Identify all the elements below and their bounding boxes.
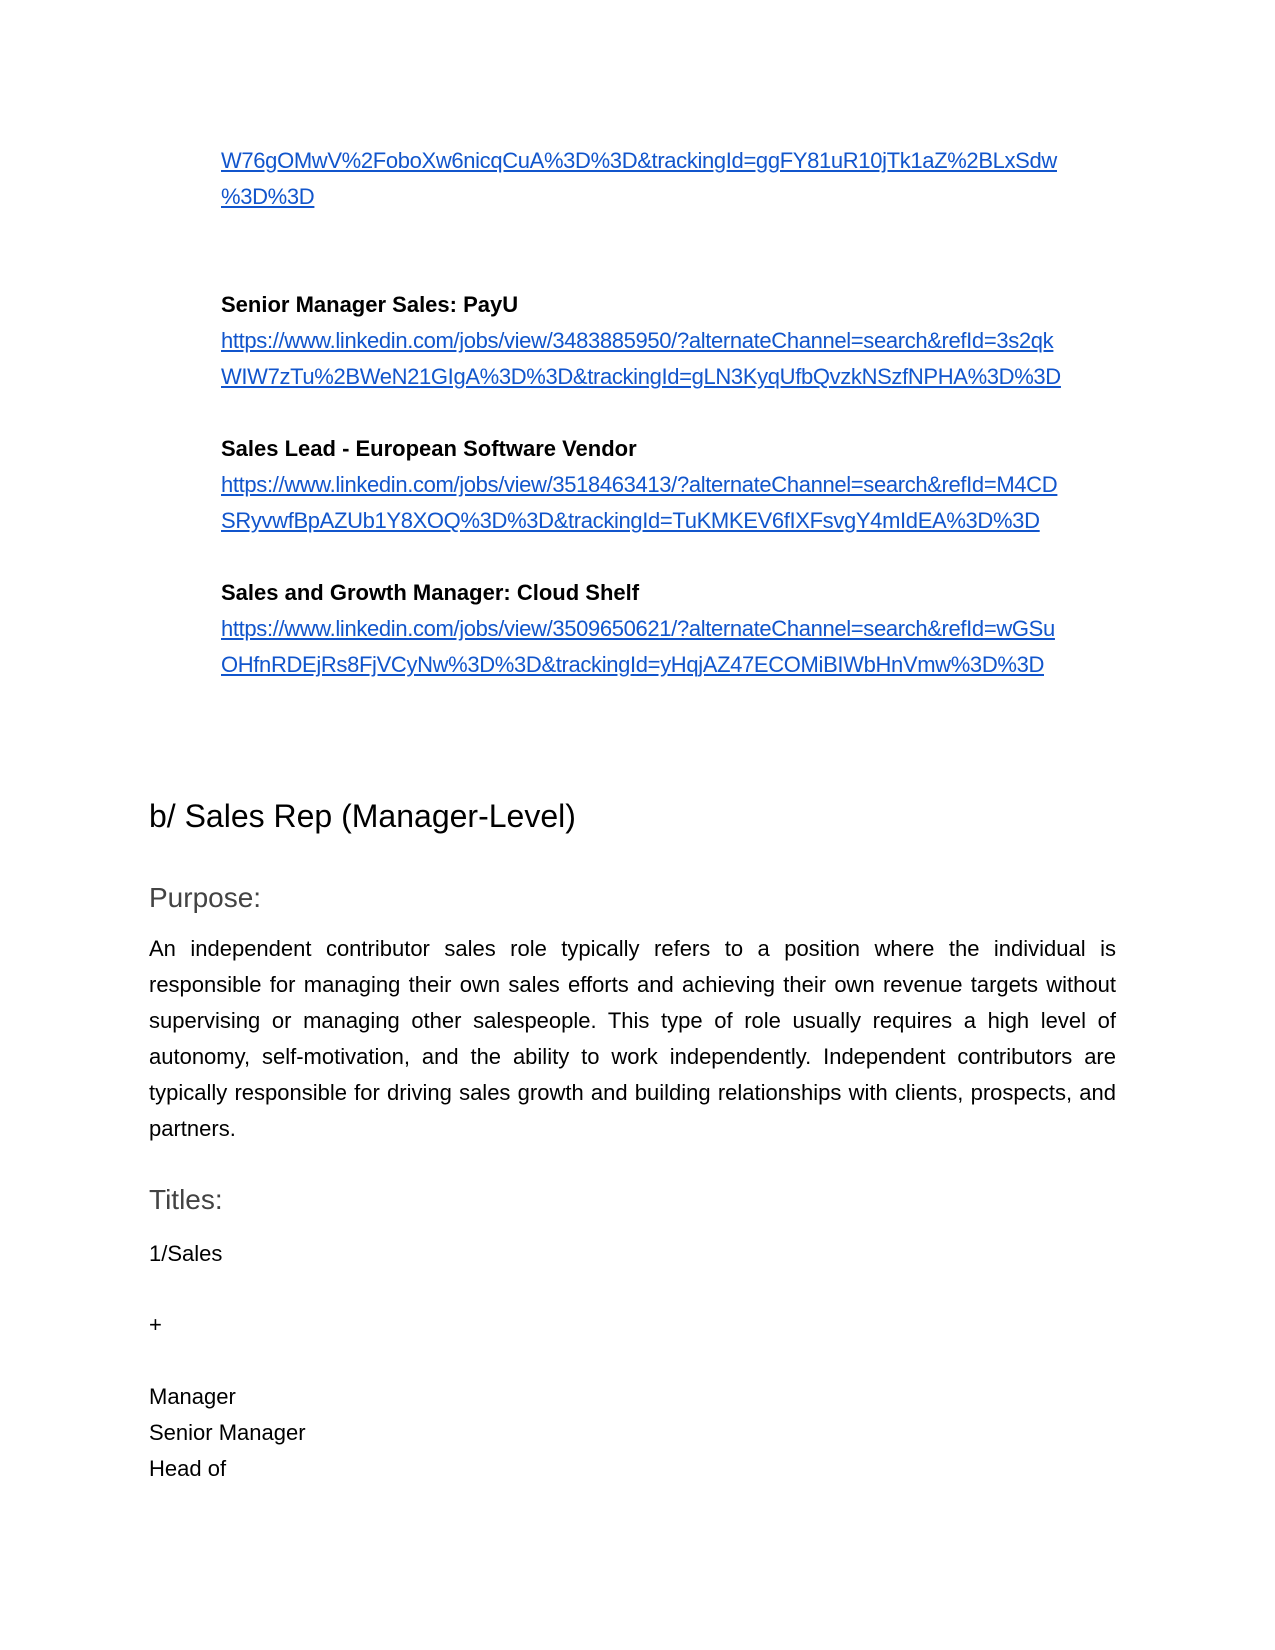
job-link[interactable] (221, 467, 1121, 539)
titles-heading: Titles: (149, 1184, 223, 1215)
link-line: SRyvwfBpAZUb1Y8XOQ%3D%3D&trackingId=TuKMKEV6fIXFsvgY4mIdEA%3D%3D (221, 508, 1040, 533)
title-level: Head of (149, 1456, 227, 1481)
job-title: Sales Lead - European Software Vendor (221, 436, 637, 461)
continued-job-link[interactable] (221, 143, 1121, 215)
continued-link-block (221, 143, 1121, 215)
link-line: W76gOMwV%2FoboXw6nicqCuA%3D%3D&trackingId=ggFY81uR10jTk1aZ%2BLxSdw (221, 148, 1057, 173)
title-level: Manager (149, 1384, 236, 1409)
job-link[interactable] (221, 323, 1121, 395)
plus-sign: + (149, 1312, 162, 1337)
job-link[interactable] (221, 611, 1121, 683)
link-line: WIW7zTu%2BWeN21GIgA%3D%3D&trackingId=gLN3KyqUfbQvzkNSzfNPHA%3D%3D (221, 364, 1061, 389)
link-line: https://www.linkedin.com/jobs/view/3518463413/?alternateChannel=search&refId=M4CD (221, 472, 1058, 497)
link-line: https://www.linkedin.com/jobs/view/3483885950/?alternateChannel=search&refId=3s2qk (221, 328, 1054, 353)
link-line: %3D%3D (221, 184, 315, 209)
title-level: Senior Manager (149, 1420, 306, 1445)
job-title: Sales and Growth Manager: Cloud Shelf (221, 580, 640, 605)
section-heading: b/ Sales Rep (Manager-Level) (149, 798, 576, 834)
link-line: https://www.linkedin.com/jobs/view/3509650621/?alternateChannel=search&refId=wGSu (221, 616, 1055, 641)
titles-prefix: 1/Sales (149, 1241, 223, 1266)
job-entry (221, 431, 1121, 539)
purpose-paragraph: An independent contributor sales role typically refers to a position where the individual is responsible for managing their own sales efforts and achieving their own revenue targets without supervising or managing other salespeople. This type of role usually requires a high level of autonomy, self-motivation, and the ability to work independently. Independent contributors are typically responsible for driving sales growth and building relationships with clients, prospects, and partners. (149, 936, 1116, 1141)
job-title: Senior Manager Sales: PayU (221, 292, 519, 317)
job-entry (221, 575, 1121, 683)
job-entry (221, 287, 1121, 395)
purpose-heading: Purpose: (149, 882, 262, 913)
link-line: OHfnRDEjRs8FjVCyNw%3D%3D&trackingId=yHqjAZ47ECOMiBIWbHnVmw%3D%3D (221, 652, 1044, 677)
